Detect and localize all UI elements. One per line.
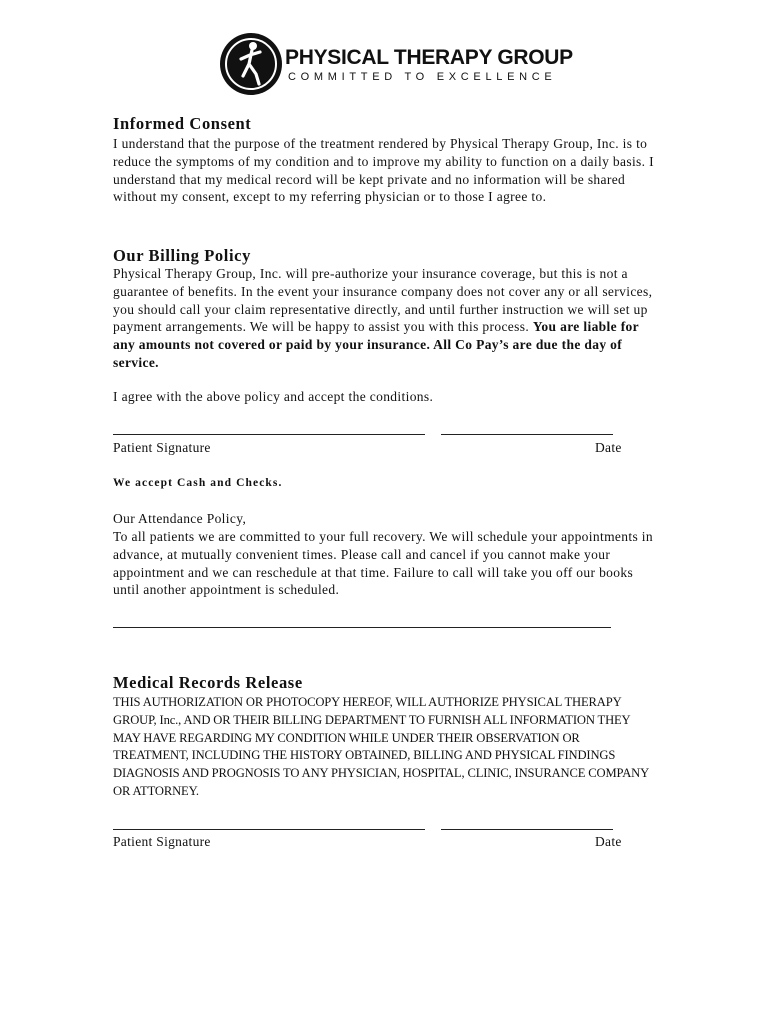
medical-records-text: THIS AUTHORIZATION OR PHOTOCOPY HEREOF, WILL AUTHORIZE PHYSICAL THERAPY GROUP, Inc., AND OR THEIR BILLING DEPARTMENT TO FURNISH ALL INFORMATION THEY MAY HAVE REGARDING MY CONDITION WHILE UNDER THEIR OBSERVATION OR TREATMENT, INCLUDING THE HISTORY OBTAINED, BILLING AND PHYSICAL FINDINGS DIAGNOSIS AND PROGNOSIS TO ANY PHYSICIAN, HOSPITAL, CLINIC, INSURANCE COMPANY OR ATTORNEY. xyxy=(113,695,649,798)
billing-policy-text xyxy=(113,265,658,372)
patient-signature-line[interactable] xyxy=(113,434,425,435)
informed-consent-text: I understand that the purpose of the treatment rendered by Physical Therapy Group, Inc. is to reduce the symptoms of my condition and to improve my ability to function on a daily basis. I understand that my medical record will be kept private and no information will be shared without my consent, except to my referring physician or to those I agree to. xyxy=(113,136,654,205)
records-date-label: Date xyxy=(595,834,622,849)
records-patient-signature-label: Patient Signature xyxy=(113,834,211,849)
runner-circle-icon xyxy=(219,32,283,96)
billing-liability-notice: You are liable for any amounts not covered or paid by your insurance. All Co Pay’s are due the day of service. xyxy=(113,319,639,370)
patient-signature-label: Patient Signature xyxy=(113,440,211,455)
date-line[interactable] xyxy=(441,434,613,435)
payment-methods-note: We accept Cash and Checks. xyxy=(113,477,283,489)
attendance-policy-heading: Our Attendance Policy, xyxy=(113,511,247,526)
informed-consent-heading: Informed Consent xyxy=(113,114,252,133)
date-label: Date xyxy=(595,440,622,455)
company-tagline: COMMITTED TO EXCELLENCE xyxy=(288,71,557,83)
records-date-line[interactable] xyxy=(441,829,613,830)
attendance-policy-text: To all patients we are committed to your full recovery. We will schedule your appointments in advance, at mutually convenient times. Please call and cancel if you cannot make your appointment and we can reschedule at that time. Failure to call will take you off our books until another appointment is scheduled. xyxy=(113,529,654,598)
attendance-signature-line[interactable] xyxy=(113,627,611,628)
agreement-statement: I agree with the above policy and accept the conditions. xyxy=(113,389,434,404)
billing-policy-heading: Our Billing Policy xyxy=(113,246,251,265)
billing-policy-body: Physical Therapy Group, Inc. will pre-authorize your insurance coverage, but this is not a guarantee of benefits. In the event your insurance company does not cover any or all services, you should call your claim representative directly, and until further instruction we will set up payment arrangements. We will be happy to assist you with this process. xyxy=(113,266,653,335)
company-name: PHYSICAL THERAPY GROUP xyxy=(285,46,573,69)
records-patient-signature-line[interactable] xyxy=(113,829,425,830)
medical-records-heading: Medical Records Release xyxy=(113,673,303,692)
company-logo xyxy=(219,32,573,96)
